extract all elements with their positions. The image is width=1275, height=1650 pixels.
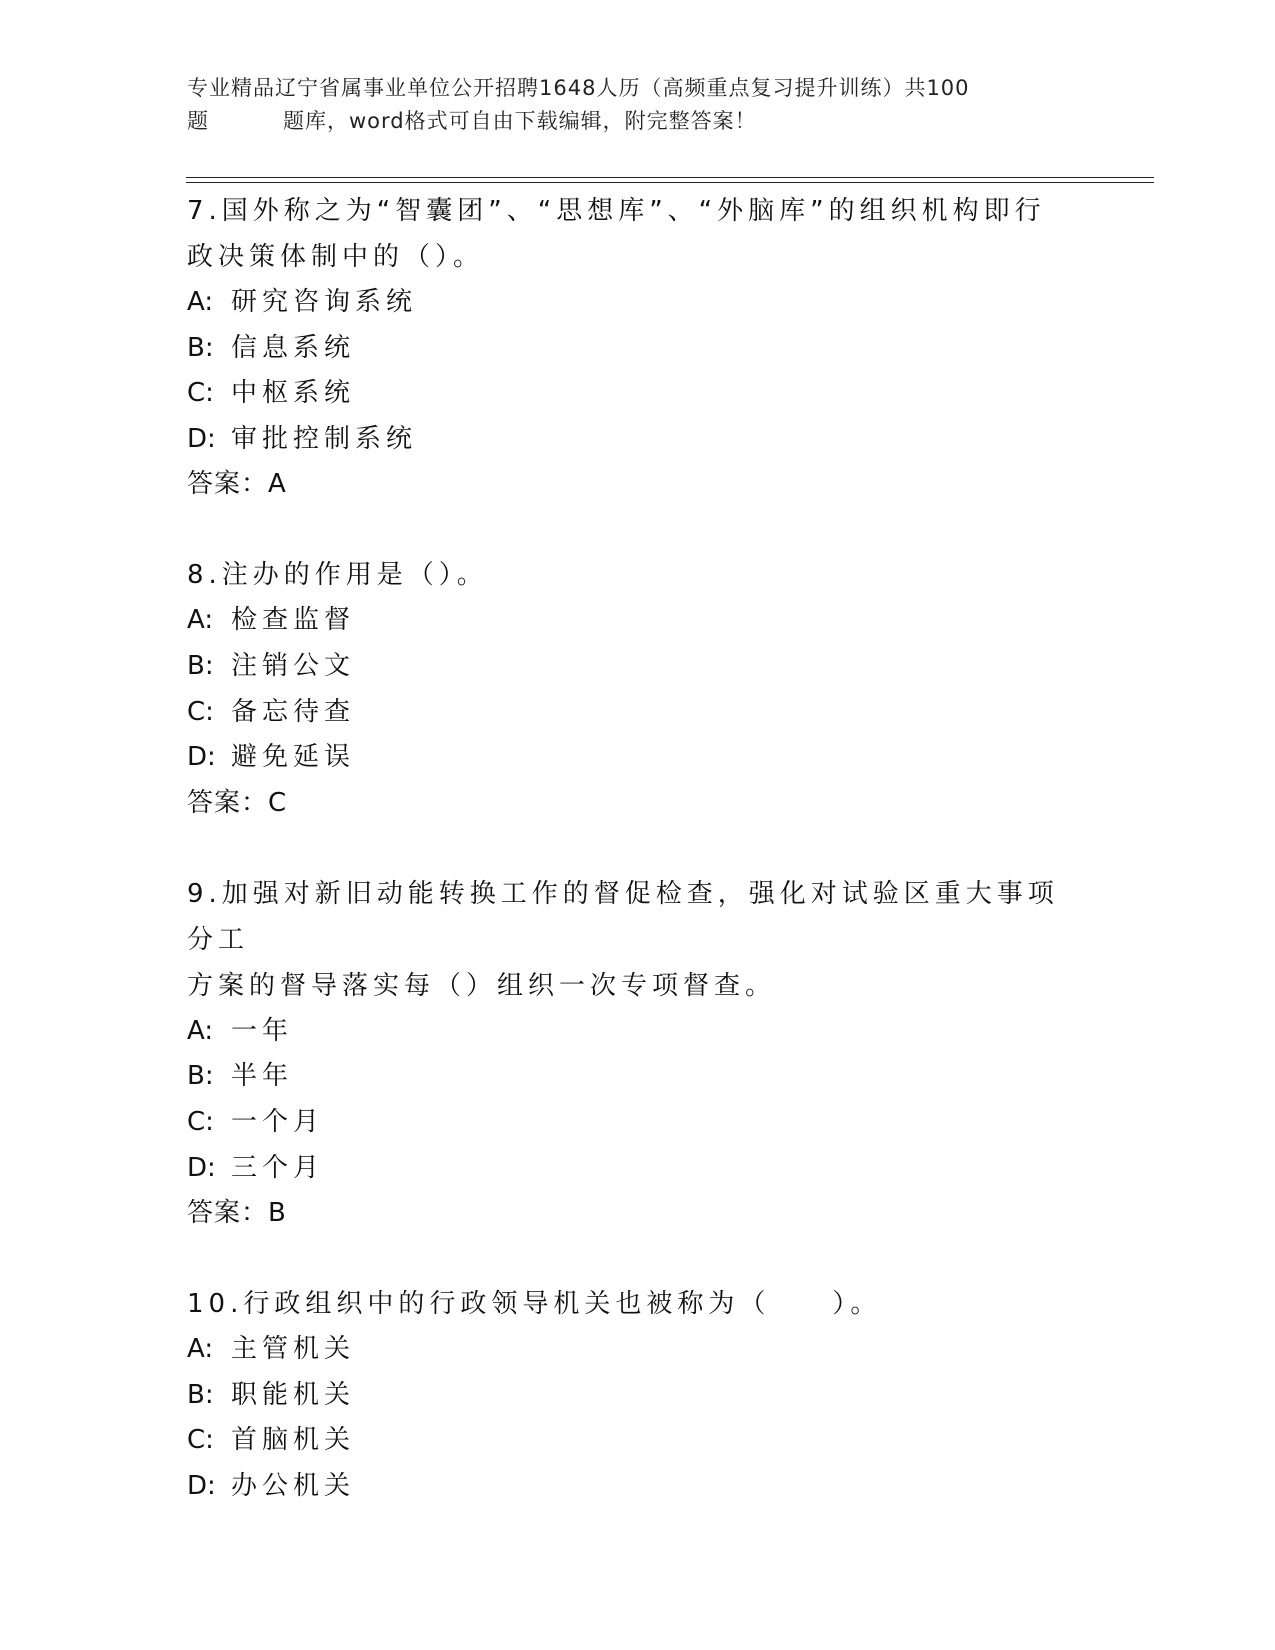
- option-text: 检查监督: [231, 605, 356, 636]
- option-a: [187, 598, 1087, 644]
- answer-line: 答案：C: [187, 787, 288, 818]
- option-letter: D:: [187, 742, 216, 773]
- option-text: 三个月: [231, 1152, 325, 1183]
- question-spacer: [187, 826, 1087, 871]
- option-letter: A:: [187, 1334, 214, 1365]
- header-title-line2: [187, 105, 1087, 138]
- option-a: [187, 1009, 1087, 1055]
- option-b: [187, 644, 1087, 690]
- option-d: [187, 417, 1087, 463]
- option-text: 备忘待查: [231, 696, 356, 727]
- option-c: [187, 690, 1087, 736]
- header-divider-bottom: [186, 182, 1154, 183]
- option-c: [187, 1100, 1087, 1146]
- option-text: 避免延误: [231, 742, 356, 773]
- option-text: 主管机关: [231, 1334, 356, 1365]
- question-stem: 政决策体制中的（）。: [187, 242, 485, 272]
- question-stem: 7.国外称之为“智囊团”、“思想库”、“外脑库”的组织机构即行: [187, 196, 1046, 226]
- question-item: [187, 871, 1087, 1236]
- option-text: 中枢系统: [231, 378, 356, 409]
- option-text: 注销公文: [231, 650, 356, 681]
- option-text: 审批控制系统: [231, 423, 418, 454]
- option-a: [187, 280, 1087, 326]
- option-b: [187, 1054, 1087, 1100]
- header-title-line1: 专业精品辽宁省属事业单位公开招聘1648人历（高频重点复习提升训练）共100: [187, 76, 970, 100]
- option-d: [187, 735, 1087, 781]
- option-letter: A:: [187, 287, 214, 317]
- option-letter: D:: [187, 1152, 216, 1183]
- question-stem: 9.加强对新旧动能转换工作的督促检查，强化对试验区重大事项分工: [187, 878, 1059, 955]
- question-stem: 方案的督导落实每（）组织一次专项督查。: [187, 970, 777, 1001]
- option-c: [187, 1418, 1087, 1464]
- question-item: [187, 188, 1087, 507]
- option-letter: C:: [187, 378, 214, 409]
- option-letter: D:: [187, 423, 216, 454]
- option-text: 半年: [231, 1061, 294, 1092]
- question-item: [187, 1281, 1087, 1509]
- answer-line: 答案：A: [187, 469, 287, 500]
- option-text: 首脑机关: [231, 1425, 356, 1456]
- option-letter: C:: [187, 1425, 214, 1456]
- option-d: [187, 1464, 1087, 1510]
- option-a: [187, 1327, 1087, 1373]
- document-header: [187, 72, 1087, 138]
- option-letter: C:: [187, 696, 214, 727]
- header-divider-top: [186, 177, 1154, 178]
- header-title-line2-prefix: 题: [187, 109, 209, 133]
- question-item: [187, 552, 1087, 825]
- option-letter: B:: [187, 650, 214, 681]
- option-text: 职能机关: [231, 1379, 356, 1410]
- option-text: 办公机关: [231, 1470, 356, 1501]
- option-c: [187, 371, 1087, 417]
- option-text: 研究咨询系统: [231, 287, 418, 317]
- option-letter: B:: [187, 1061, 214, 1092]
- option-b: [187, 326, 1087, 372]
- option-letter: A:: [187, 1015, 214, 1046]
- question-spacer: [187, 507, 1087, 552]
- option-text: 信息系统: [231, 332, 356, 363]
- option-letter: A:: [187, 605, 214, 636]
- answer-line: 答案：B: [187, 1198, 287, 1229]
- option-letter: B:: [187, 332, 214, 363]
- header-title-line2-text: 题库，word格式可自由下载编辑，附完整答案！: [283, 109, 757, 133]
- option-d: [187, 1146, 1087, 1192]
- option-letter: D:: [187, 1470, 216, 1501]
- question-stem: 8.注办的作用是（）。: [187, 560, 488, 591]
- option-letter: C:: [187, 1106, 214, 1137]
- option-text: 一年: [231, 1015, 294, 1046]
- question-stem: 10.行政组织中的行政领导机关也被称为（ ）。: [187, 1289, 882, 1320]
- question-list: [187, 188, 1087, 1510]
- option-b: [187, 1373, 1087, 1419]
- question-spacer: [187, 1236, 1087, 1281]
- option-text: 一个月: [231, 1106, 325, 1137]
- option-letter: B:: [187, 1379, 214, 1410]
